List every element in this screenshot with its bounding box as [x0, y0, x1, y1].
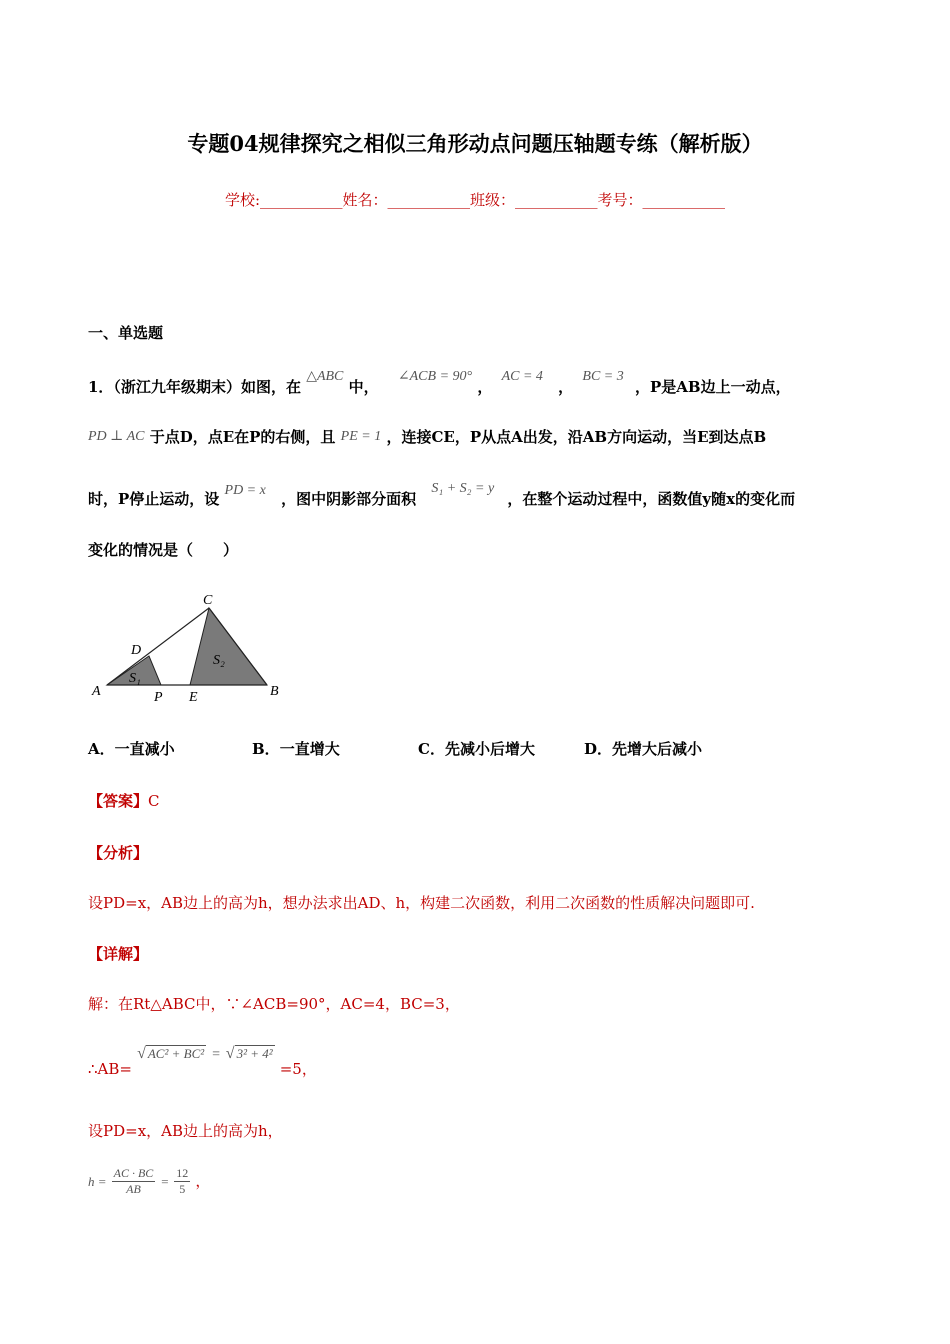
h-denominator: AB	[126, 1182, 141, 1196]
equals: =	[160, 1174, 170, 1189]
question-suffix: ，P是AB边上一动点，	[635, 378, 791, 396]
sqrt-ac-bc: AC² + BC²	[147, 1046, 205, 1061]
question-line-2	[88, 426, 766, 447]
ab-prefix: ∴AB=	[88, 1060, 132, 1078]
label-b: B	[270, 684, 279, 699]
question-line-3	[88, 481, 796, 509]
option-key: B．	[252, 740, 280, 758]
option-text: 一直增大	[279, 740, 340, 758]
h-suffix: ，	[195, 1172, 211, 1190]
h-lhs: h =	[88, 1174, 107, 1189]
option-key: A．	[88, 740, 115, 758]
pd-perp-ac: PD ⊥ AC	[88, 429, 145, 444]
label-e: E	[189, 690, 198, 705]
question-text: 于点D，点E在P的右侧，且	[149, 428, 336, 446]
label-s1: S₁	[129, 671, 141, 686]
option-d	[584, 738, 702, 759]
option-key: D．	[584, 740, 613, 758]
ab-result: =5，	[279, 1060, 317, 1078]
option-a	[88, 738, 175, 759]
comma: ，	[477, 378, 493, 396]
question-text: 时，P停止运动，设	[88, 490, 220, 508]
bc-value: BC = 3	[582, 369, 624, 384]
sqrt-sign: √	[225, 1045, 235, 1062]
question-mid: 中，	[348, 378, 379, 396]
question-prefix: 1．（浙江九年级期末）如图，在	[88, 378, 301, 396]
h-fraction	[112, 1166, 156, 1197]
shaded-s2	[190, 608, 267, 685]
label-d: D	[131, 643, 142, 658]
h-numerator: AC · BC	[113, 1166, 154, 1180]
question-text: ，在整个运动过程中，函数值y随x的变化而	[507, 490, 796, 508]
detail-line-1: 解：在Rt△ABC中，∵∠ACB=90°，AC=4，BC=3，	[88, 995, 460, 1013]
h-value-denominator: 5	[179, 1182, 186, 1196]
comma: ，	[558, 378, 574, 396]
h-value-fraction	[174, 1166, 190, 1197]
answer-value: C	[148, 792, 160, 810]
ac-value: AC = 4	[501, 369, 543, 384]
area-sum: S₁ + S₂ = y	[431, 481, 495, 496]
option-text: 先增大后减小	[612, 740, 703, 758]
student-info-line: 学校:___________姓名：___________班级：___________考号：___________	[224, 191, 726, 209]
question-text: ，连接CE，P从点A出发，沿AB方向运动，当E到达点B	[386, 428, 767, 446]
label-a: A	[92, 684, 101, 699]
option-text: 先减小后增大	[444, 740, 535, 758]
detail-label: 【详解】	[88, 945, 149, 963]
page-title: 专题04规律探究之相似三角形动点问题压轴题专练（解析版）	[187, 131, 763, 156]
section-heading: 一、单选题	[88, 324, 164, 342]
detail-line-3: 设PD=x，AB边上的高为h，	[88, 1122, 283, 1140]
sqrt-sign: √	[137, 1045, 146, 1062]
pd-x: PD = x	[224, 483, 266, 498]
option-key: C．	[418, 740, 445, 758]
question-line-1	[88, 369, 791, 397]
equals: =	[211, 1047, 221, 1062]
label-c: C	[203, 593, 213, 608]
analysis-label: 【分析】	[88, 844, 149, 862]
analysis-text: 设PD=x，AB边上的高为h，想办法求出AD、h，构建二次函数，利用二次函数的性质解决问题即可.	[88, 894, 755, 912]
triangle-abc: △ABC	[306, 369, 344, 384]
answer-label: 【答案】	[88, 792, 149, 810]
question-text: ，图中阴影部分面积	[281, 490, 417, 508]
label-p: P	[154, 690, 163, 705]
pe-value: PE = 1	[340, 429, 382, 444]
detail-h-line	[88, 1166, 210, 1197]
label-s2: S₂	[213, 653, 225, 668]
sqrt-3-4: 3² + 4²	[236, 1046, 273, 1061]
angle-acb: ∠ACB = 90°	[397, 369, 473, 384]
detail-ab-line	[88, 1042, 317, 1078]
option-c	[418, 738, 535, 759]
question-line-4: 变化的情况是（ ）	[88, 541, 239, 559]
triangle-figure	[85, 588, 295, 708]
h-value-numerator: 12	[176, 1166, 189, 1180]
option-b	[252, 738, 340, 759]
option-text: 一直减小	[114, 740, 175, 758]
answer-line	[88, 790, 160, 811]
